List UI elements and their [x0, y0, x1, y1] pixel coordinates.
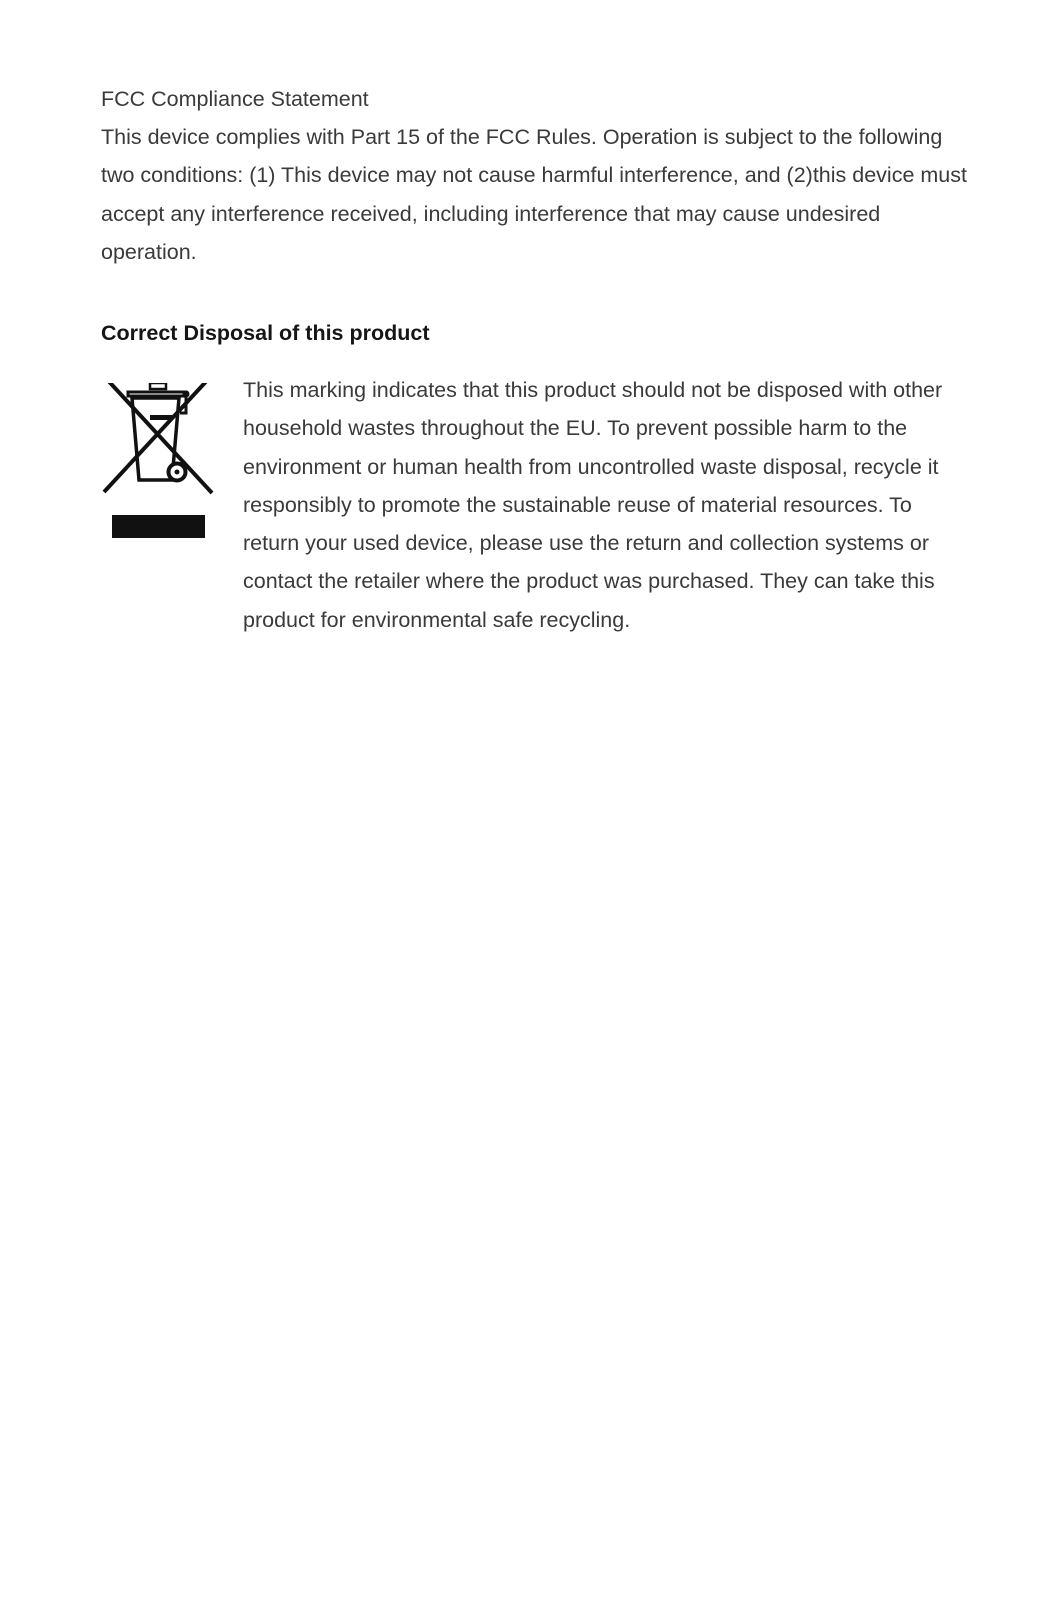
fcc-title: FCC Compliance Statement — [101, 87, 369, 111]
fcc-statement-text: This device complies with Part 15 of the FCC Rules. Operation is subject to the following two conditions: (1) This device may not cause harmful interference, and (2)this device must accept any interference received, including interference that may cause undesired operation. — [101, 125, 967, 264]
disposal-text: This marking indicates that this product should not be disposed with other household wastes throughout the EU. To prevent possible harm to the environment or human health from uncontrolled waste disposal, recycle it responsibly to promote the sustainable reuse of material resources. To return your used device, please use the return and collection systems or contact the retailer where the product was purchased. They can take this product for environmental safe recycling. — [243, 378, 943, 632]
crossed-out-wheelie-bin-icon — [100, 383, 218, 558]
disposal-heading: Correct Disposal of this product — [101, 321, 430, 345]
fcc-section — [101, 80, 971, 271]
